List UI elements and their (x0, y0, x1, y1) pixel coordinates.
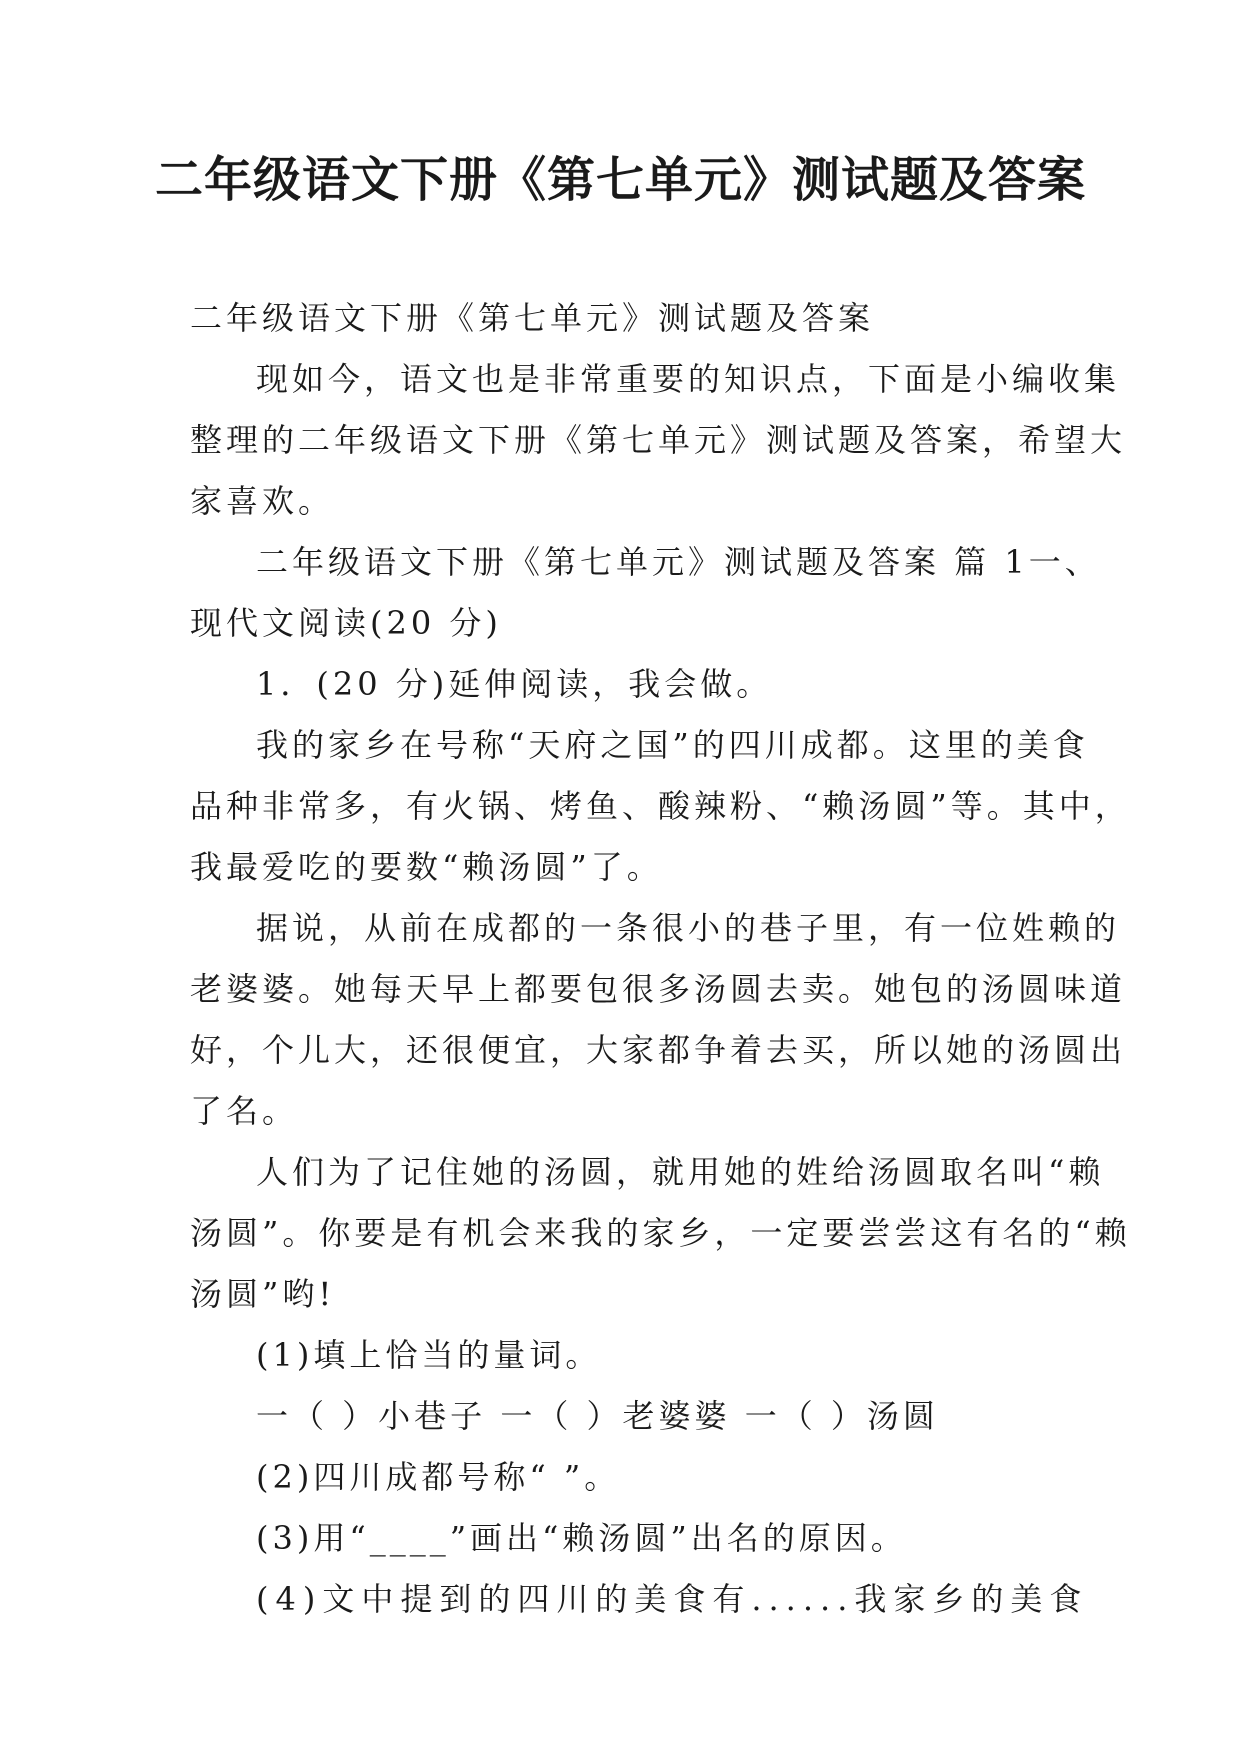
passage-line: 据说，从前在成都的一条很小的巷子里，有一位姓赖的 (256, 909, 1121, 947)
passage-line: 我最爱吃的要数“赖汤圆”了。 (190, 848, 663, 886)
body-heading: 二年级语文下册《第七单元》测试题及答案 (190, 299, 875, 337)
fill-in-blanks: 一（ ）小巷子 一（ ）老婆婆 一（ ）汤圆 (256, 1397, 939, 1435)
section-number: 一、 (1028, 543, 1101, 581)
question-heading: 1．(20 分)延伸阅读，我会做。 (256, 665, 773, 703)
document-body (190, 288, 1131, 1630)
sub-question: (3)用“____”画出“赖汤圆”出名的原因。 (256, 1519, 907, 1557)
passage-line: 汤圆”哟! (190, 1275, 336, 1313)
sub-question: (4)文中提到的四川的美食有......我家乡的美食 (256, 1580, 1089, 1618)
sub-question: (1)填上恰当的量词。 (256, 1336, 602, 1374)
passage-line: 了名。 (190, 1092, 299, 1130)
paragraph-line: 整理的二年级语文下册《第七单元》测试题及答案，希望大 (190, 421, 1127, 459)
passage-line: 品种非常多，有火锅、烤鱼、酸辣粉、“赖汤圆”等。其中， (190, 787, 1131, 825)
passage-line: 好，个儿大，还很便宜，大家都争着去买，所以她的汤圆出 (190, 1031, 1127, 1069)
paragraph-line: 现如今，语文也是非常重要的知识点，下面是小编收集 (256, 360, 1121, 398)
sub-question: (2)四川成都号称“ ”。 (256, 1458, 621, 1496)
passage-line: 老婆婆。她每天早上都要包很多汤圆去卖。她包的汤圆味道 (190, 970, 1127, 1008)
section-header-text: 二年级语文下册《第七单元》测试题及答案 篇 1 (256, 543, 1029, 581)
paragraph-line: 家喜欢。 (190, 482, 335, 520)
passage-line: 我的家乡在号称“天府之国”的四川成都。这里的美食 (256, 726, 1089, 764)
passage-line: 汤圆”。你要是有机会来我的家乡，一定要尝尝这有名的“赖 (190, 1214, 1131, 1252)
document-title: 二年级语文下册《第七单元》测试题及答案 (154, 152, 1086, 208)
section-title: 现代文阅读(20 分) (190, 604, 502, 642)
section-header-row (190, 532, 1101, 593)
passage-line: 人们为了记住她的汤圆，就用她的姓给汤圆取名叫“赖 (256, 1153, 1105, 1191)
